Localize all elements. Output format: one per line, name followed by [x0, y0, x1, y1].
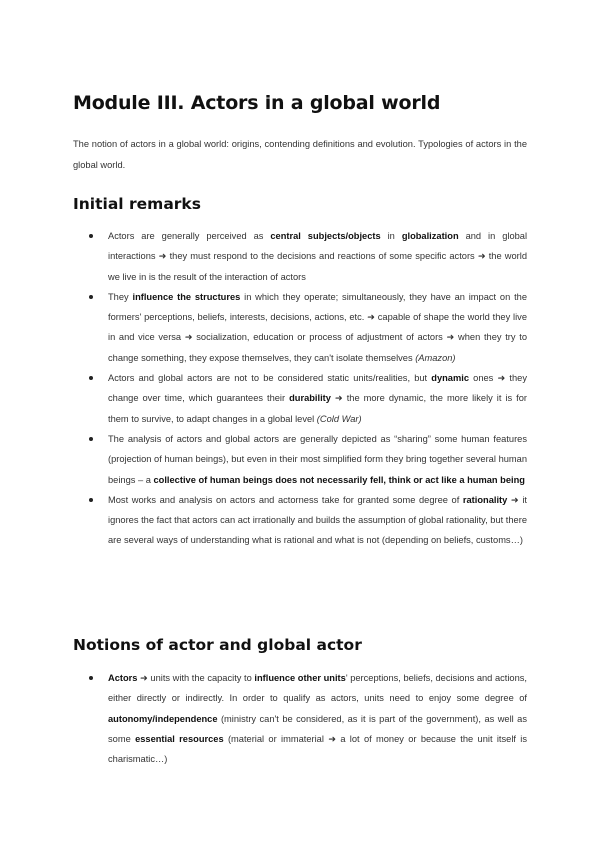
bullet-item: [73, 368, 527, 429]
bold-text: autonomy/independence: [108, 713, 218, 724]
body-text: ones ➜ they change over time, which guarantees their: [108, 373, 527, 404]
document-title: Module III. Actors in a global world: [73, 92, 441, 114]
body-text: and in global interactions ➜ they must respond to the decisions and reactions of some specific actors ➜ the world we live in is the result of the interaction of actors: [108, 231, 528, 282]
body-text: The analysis of actors and global actors are generally depicted as “sharing” some human features (projection of human beings), but even in their most simplified form they bring together several human beings – a: [108, 433, 527, 485]
bullet-item: [73, 226, 527, 287]
italic-text: (Amazon): [415, 352, 456, 363]
bullet-item: [73, 490, 527, 551]
section-heading-notions: Notions of actor and global actor: [73, 636, 362, 654]
bold-text: influence other units: [254, 673, 346, 683]
body-text: They: [108, 291, 133, 302]
bold-text: globalization: [401, 231, 459, 241]
bold-text: influence the structures: [132, 291, 241, 302]
body-text: Most works and analysis on actors and actorness take for granted some degree of: [108, 494, 463, 505]
bullet-list-notions: [73, 668, 527, 769]
bold-text: durability: [289, 393, 331, 404]
section-heading-initial-remarks: Initial remarks: [73, 195, 201, 213]
body-text: Actors are generally perceived as: [108, 231, 271, 241]
bold-text: essential resources: [135, 733, 224, 744]
bold-text: rationality: [462, 494, 508, 505]
bold-text: dynamic: [431, 373, 469, 384]
body-text: ➜ it ignores the fact that actors can act irrationally and builds the assumption of global rationality, but there are several ways of understanding what is rational and what is not (depending on beliefs, customs…): [108, 494, 527, 546]
bullet-item: [73, 287, 527, 368]
body-text: in which they operate; simultaneously, they have an impact on the formers' perceptions, beliefs, interests, decisions, actions, etc. ➜ capable of shape the world they live in and vice versa ➜ socialization, education or process of adjustment of actors ➜ when they try to change something, they expose themselves, they can't isolate themselves: [108, 291, 527, 363]
bullet-item: [73, 429, 527, 490]
bold-text: Actors: [108, 673, 138, 683]
intro-paragraph: The notion of actors in a global world: origins, contending definitions and evolution. Typologies of actors in the global world.: [73, 139, 527, 170]
bold-text: collective of human beings does not necessarily fell, think or act like a human being: [153, 474, 525, 485]
bullet-list-initial-remarks: [73, 226, 527, 551]
body-text: ' perceptions, beliefs, decisions and actions, either directly or indirectly. In order to qualify as actors, units need to enjoy some degree of: [108, 673, 527, 704]
body-text: Actors and global actors are not to be considered static units/realities, but: [108, 373, 432, 384]
bold-text: central subjects/objects: [270, 231, 381, 241]
italic-text: (Cold War): [316, 413, 362, 424]
bullet-item: [73, 668, 527, 769]
body-text: (material or immaterial ➜ a lot of money or because the unit itself is charismatic…): [108, 733, 527, 765]
body-text: ➜ the more dynamic, the more likely it is for them to survive, to adapt changes in a global level: [108, 393, 527, 424]
body-text: in: [380, 231, 402, 241]
body-text: ➜ units with the capacity to: [137, 673, 255, 683]
body-text: (ministry can't be considered, as it is part of the government), as well as some: [108, 713, 527, 744]
